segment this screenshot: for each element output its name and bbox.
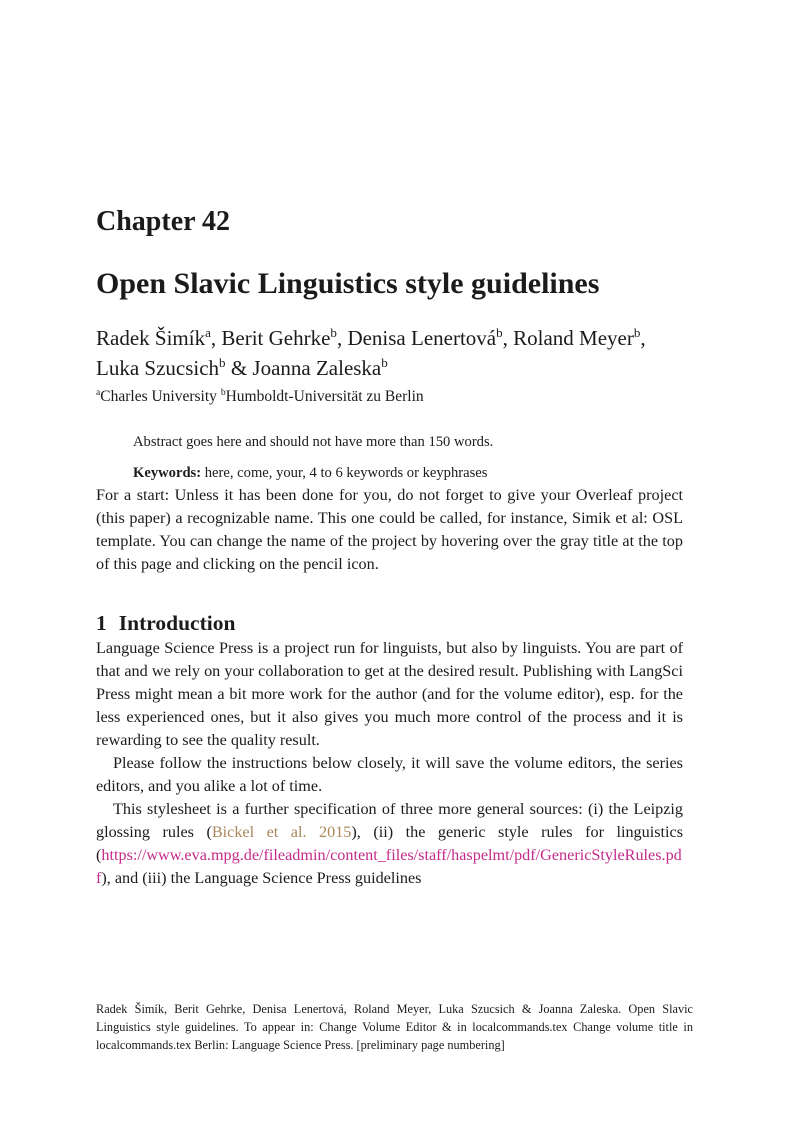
affiliation-marker: b [330, 324, 337, 340]
author-segment [96, 326, 211, 350]
affiliation-segment [221, 388, 424, 405]
author-name: & Joanna Zaleska [225, 355, 382, 380]
author-segment [226, 356, 388, 380]
keywords-text: here, come, your, 4 to 6 keywords or keyphrases [201, 464, 488, 481]
affiliation-marker: b [381, 354, 388, 370]
section-title: Introduction [118, 611, 236, 636]
abstract-block [133, 432, 653, 485]
author-name: , Berit Gehrke [210, 325, 331, 350]
author-name: , Roland Meyer [502, 325, 634, 350]
author-segment [337, 326, 503, 350]
page-footer-citation: Radek Šimík, Berit Gehrke, Denisa Lenertová, Roland Meyer, Luka Szucsich & Joanna Zaleska. Open Slavic Linguistics style guidelines. To appear in: Change Volume Editor & in localcommands.tex Change volume title in localcommands.tex Berlin: Language Science Press. [preliminary page numbering] [96, 1002, 693, 1052]
author-name: Radek Šimík [96, 325, 206, 350]
affiliation-name: Humboldt-Universität zu Berlin [225, 387, 424, 405]
affiliation-line [96, 388, 683, 406]
affiliation-marker: b [219, 354, 226, 370]
affiliation-marker: b [633, 324, 641, 340]
citation-link-bickel[interactable]: Bickel et al. 2015 [211, 823, 352, 842]
authors-line [96, 323, 683, 383]
author-segment [503, 326, 641, 350]
author-name: , Denisa Lenertová [336, 325, 497, 350]
sources-text-pre: This stylesheet is a further specification of three more general sources: (i) the Leipzig glossing rules ( [96, 800, 683, 842]
affiliation-marker: a [96, 386, 101, 398]
generic-style-rules-url-link[interactable]: https://www.eva.mpg.de/fileadmin/content_files/staff/haspelmt/pdf/GenericStyleRules.pdf [96, 846, 682, 888]
keywords-line [133, 463, 653, 485]
paragraph-follow: Please follow the instructions below closely, it will save the volume editors, the series editors, and you alike a lot of time. [96, 754, 683, 796]
paper-title: Open Slavic Linguistics style guidelines [96, 266, 600, 300]
paragraph-sources [96, 798, 683, 890]
abstract-text: Abstract goes here and should not have more than 150 words. [133, 433, 494, 450]
section-number: 1 [96, 611, 107, 636]
chapter-label: Chapter 42 [96, 206, 231, 237]
keywords-label: Keywords: [133, 464, 202, 481]
affiliation-name: Charles University [100, 387, 221, 405]
affiliation-marker: a [205, 324, 211, 340]
sources-text-mid: ), (ii) the generic style rules for linguistics ( [96, 823, 684, 865]
author-segment [211, 326, 337, 350]
page-content [96, 205, 683, 890]
affiliation-segment [96, 388, 221, 405]
author-name: , Luka Szucsich [96, 325, 646, 380]
section-heading [96, 611, 683, 637]
affiliation-marker: b [496, 324, 503, 340]
paragraph-start: For a start: Unless it has been done for you, do not forget to give your Overleaf project (this paper) a recognizable name. This one could be called, for instance, Simik et al: OSL template. You can change the name of the project by hovering over the gray title at the top of this page and clicking on the pencil icon. [96, 486, 683, 574]
sources-text-post: ), and (iii) the Language Science Press guidelines [101, 869, 422, 888]
affiliation-marker: b [220, 386, 226, 398]
paragraph-intro: Language Science Press is a project run for linguists, but also by linguists. You are part of that and we rely on your collaboration to get at the desired result. Publishing with LangSci Press might mean a bit more work for the author (and for the volume editor), esp. for the less experienced ones, but it also gives you much more control of the process and it is rewarding to see the quality result. [96, 639, 683, 750]
